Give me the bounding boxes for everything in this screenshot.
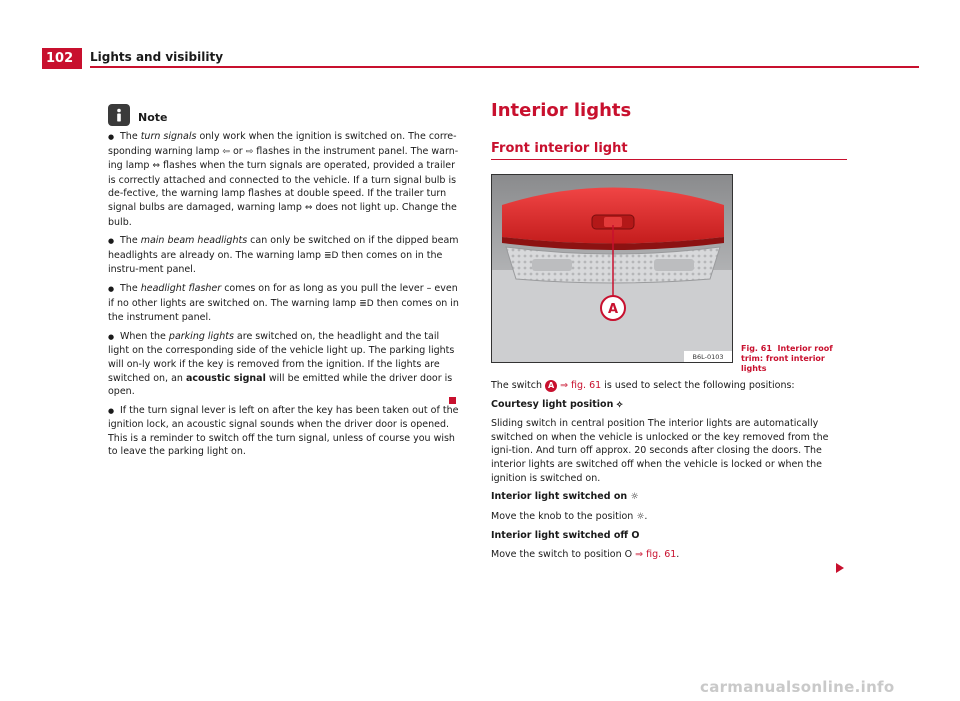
bullet-dot: ● xyxy=(108,133,115,141)
bullet-text: parking lights xyxy=(168,330,234,342)
bullet-text: If the turn signal lever is left on after the key has been taken out of the ignition lock, an acoustic signal sounds when the driver door is opened. This is a reminder to switch off the turn signal, unless of course you wish to leave the parking light on. xyxy=(108,404,459,458)
bullet-text: are switched on, the headlight and the tail light on the corresponding side of the vehicle light up. The parking lights will on-ly work if the key is removed from the ignition. If the lights are switched on, an xyxy=(108,330,455,384)
figure-caption xyxy=(741,344,853,374)
warning-lamp-icon: ⇨ xyxy=(245,146,254,157)
continue-arrow-icon xyxy=(836,563,844,573)
bullet-text: The xyxy=(120,235,141,247)
info-icon xyxy=(108,104,130,126)
note-bullet xyxy=(108,282,462,325)
bullet-text: can only be switched on if the dipped beam headlights are already on. The warning lamp xyxy=(108,235,459,261)
header-title: Lights and visibility xyxy=(90,50,224,64)
bullet-text: The xyxy=(120,131,141,142)
section-title: Interior lights xyxy=(491,100,632,121)
light-off-text-post: . xyxy=(676,548,680,560)
bullet-text: turn signals xyxy=(140,131,197,142)
warning-lamp-icon: ⇦ xyxy=(222,146,230,157)
bullet-text: then comes on in the instru-ment panel. xyxy=(108,249,443,276)
courtesy-light-text: Sliding switch in central position The interior lights are automatically switched on when the vehicle is unlocked or the key removed from the igni-tion. And turn off approx. 20 seconds after closing the doors. The interior lights are switched off when the vehicle is locked or when the ignition is switched on. xyxy=(491,418,829,484)
bullet-text: acoustic signal xyxy=(185,372,266,384)
bullet-text: does not light up. Change the bulb. xyxy=(108,201,457,228)
light-on-text-pre: Move the knob to the position xyxy=(491,510,637,522)
bullet-text: only work when the ignition is switched on. The corre-sponding warning lamp xyxy=(108,131,457,157)
bullet-text: headlight flasher xyxy=(140,282,222,294)
bullet-text: flashes when the turn signals are operated, provided a trailer is correctly attached and connected to the vehicle. If a turn signal bulb is de-fective, the warning lamp flashes at double speed. If the trailer turn signal bulbs are damaged, warning lamp xyxy=(108,160,457,213)
light-on-icon: ☼ xyxy=(630,492,639,503)
bullet-dot: ● xyxy=(108,406,115,415)
bullet-dot: ● xyxy=(108,332,115,341)
watermark: carmanualsonline.info xyxy=(700,678,895,696)
intro-paragraph xyxy=(491,379,847,393)
light-on-heading xyxy=(491,490,847,505)
note-bullet xyxy=(108,130,462,229)
warning-lamp-icon: ⇔ xyxy=(152,161,161,172)
warning-lamp-icon: ≣D xyxy=(359,298,374,309)
note-label: Note xyxy=(138,111,168,125)
intro-pre: The switch xyxy=(491,380,546,391)
note-bullet xyxy=(108,330,462,399)
figure-caption-number: Fig. 61 xyxy=(741,344,772,353)
light-on-inline-icon: ☼ xyxy=(636,511,645,522)
interior-light-illustration xyxy=(492,175,733,363)
figure-interior-light xyxy=(491,174,733,363)
light-on-heading-text: Interior light switched on xyxy=(491,491,628,503)
intro-post: is used to select the following positions: xyxy=(601,380,795,391)
note-bullet xyxy=(108,404,462,459)
courtesy-light-heading-text: Courtesy light position xyxy=(491,398,614,410)
warning-lamp-icon: ≣D xyxy=(324,250,339,261)
light-off-text-pre: Move the switch to position O xyxy=(491,548,633,560)
courtesy-light-heading xyxy=(491,398,847,413)
note-bullets xyxy=(108,130,462,459)
bullet-dot: ● xyxy=(108,284,115,293)
interior-light-text xyxy=(491,379,847,567)
light-on-text xyxy=(491,510,847,525)
note-heading xyxy=(108,104,462,126)
callout-a-badge: A xyxy=(545,380,557,392)
courtesy-light-icon: ⟡ xyxy=(616,399,623,410)
note-bullet xyxy=(108,234,462,277)
section-end-marker xyxy=(449,397,456,404)
light-off-text xyxy=(491,548,847,562)
light-off-heading: Interior light switched off O xyxy=(491,530,640,542)
figure-callout-a: A xyxy=(607,302,619,317)
bullet-text: then comes on in the instrument panel. xyxy=(108,297,459,324)
bullet-text: main beam headlights xyxy=(140,235,248,247)
bullet-text: will be emitted while the driver door is open. xyxy=(108,372,453,398)
subsection-title: Front interior light xyxy=(491,141,628,156)
subsection-rule xyxy=(491,159,847,160)
note-column xyxy=(108,104,462,464)
bullet-text: comes on for as long as you pull the lever – even if no other lights are switched on. The warning lamp xyxy=(108,282,458,309)
fig-61-link[interactable]: ⇒ fig. 61 xyxy=(557,380,602,391)
header-rule xyxy=(90,66,919,68)
bullet-dot: ● xyxy=(108,237,115,246)
bullet-text: or xyxy=(229,145,246,157)
light-on-text-post: . xyxy=(644,510,648,522)
bullet-text: The xyxy=(120,282,141,294)
figure-caption-text: Interior roof trim: front interior lights xyxy=(741,344,833,373)
bullet-text: flashes in the instrument panel. The warn-ing lamp xyxy=(108,145,459,172)
figure-code: B6L-0103 xyxy=(692,353,724,361)
fig-61-link-2[interactable]: ⇒ fig. 61 xyxy=(632,548,677,560)
warning-lamp-icon: ⇔ xyxy=(304,202,313,213)
page-number: 102 xyxy=(46,51,74,66)
bullet-text: When the xyxy=(120,330,169,342)
